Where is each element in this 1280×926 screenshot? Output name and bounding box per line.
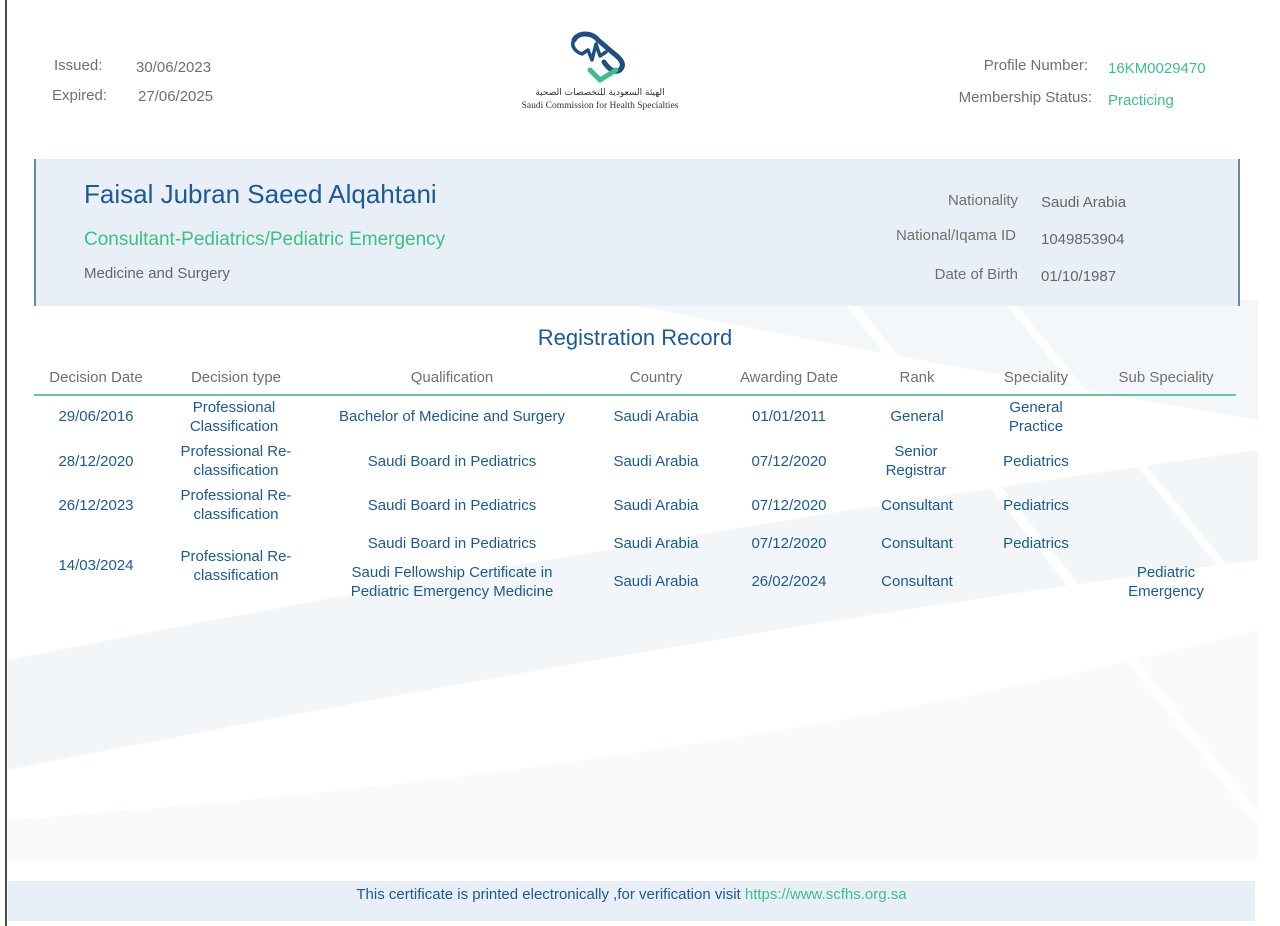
qualification-cell: Bachelor of Medicine and Surgery (339, 408, 565, 425)
registration-record-title: Registration Record (537, 325, 733, 350)
rank-cell: Consultant (881, 573, 953, 590)
rank-cell: Consultant (881, 535, 953, 552)
decision-type-cell: Professional Re-classification (180, 548, 292, 584)
sub-speciality-cell: Pediatric Emergency (1128, 564, 1204, 600)
decision-type-cell: Professional Re-classification (180, 443, 292, 479)
nationality-label: Nationality (947, 192, 1018, 209)
dob-value: 01/10/1987 (1041, 268, 1117, 285)
country-cell: Saudi Arabia (613, 497, 699, 514)
country-cell: Saudi Arabia (613, 453, 699, 470)
holder-field: Medicine and Surgery (84, 265, 230, 282)
page-left-border (5, 0, 7, 926)
country-cell: Saudi Arabia (613, 408, 699, 425)
awarding-date-cell: 26/02/2024 (751, 573, 827, 590)
nationality-value: Saudi Arabia (1041, 194, 1127, 211)
personal-info-panel (34, 159, 1240, 306)
membership-status-value: Practicing (1108, 92, 1174, 109)
qualification-cell: Saudi Board in Pediatrics (367, 535, 537, 552)
profile-number-label: Profile Number: (983, 57, 1088, 74)
issued-label: Issued: (54, 57, 103, 74)
profile-number-value: 16KM0029470 (1108, 60, 1206, 77)
qualification-cell: Saudi Board in Pediatrics (367, 497, 537, 514)
speciality-cell: General Practice (1008, 399, 1064, 435)
footer-band (8, 881, 1255, 921)
col-decision-date: Decision Date (49, 369, 143, 386)
decision-type-cell: Professional Re-classification (180, 487, 292, 523)
decision-date-cell: 14/03/2024 (58, 557, 134, 574)
record-table-header (34, 368, 1236, 396)
decision-date-cell: 26/12/2023 (58, 497, 134, 514)
scfhs-logo-icon (568, 30, 630, 84)
speciality-cell: Pediatrics (1003, 535, 1069, 552)
membership-status-label: Membership Status: (958, 89, 1092, 106)
awarding-date-cell: 07/12/2020 (751, 535, 827, 552)
footer-text-line (8, 886, 1255, 903)
expired-label: Expired: (52, 87, 108, 104)
scfhs-logo (490, 30, 710, 116)
expired-date: 27/06/2025 (138, 88, 214, 105)
logo-english-text: Saudi Commission for Health Specialties (521, 101, 679, 111)
qualification-cell: Saudi Board in Pediatrics (367, 453, 537, 470)
awarding-date-cell: 07/12/2020 (751, 453, 827, 470)
decision-date-cell: 28/12/2020 (58, 453, 134, 470)
rank-cell: Senior Registrar (885, 443, 947, 479)
national-id-label: National/Iqama ID (895, 227, 1016, 244)
footer-text: This certificate is printed electronically ,for verification visit (356, 886, 741, 903)
issued-date: 30/06/2023 (136, 59, 212, 76)
decision-type-cell: Professional Classification (189, 399, 279, 435)
logo-arabic-text: الهيئة السعودية للتخصصات الصحية (535, 88, 665, 98)
rank-cell: Consultant (881, 497, 953, 514)
col-sub-speciality: Sub Speciality (1118, 369, 1214, 386)
speciality-cell: Pediatrics (1003, 453, 1069, 470)
speciality-cell: Pediatrics (1003, 497, 1069, 514)
col-decision-type: Decision type (190, 369, 282, 386)
awarding-date-cell: 07/12/2020 (751, 497, 827, 514)
col-speciality: Speciality (1003, 369, 1069, 386)
qualification-cell: Saudi Fellowship Certificate in Pediatric Emergency Medicine (350, 564, 554, 600)
country-cell: Saudi Arabia (613, 573, 699, 590)
col-qualification: Qualification (410, 369, 494, 386)
col-awarding-date: Awarding Date (739, 369, 839, 386)
col-country: Country (629, 369, 683, 386)
col-rank: Rank (899, 369, 935, 386)
awarding-date-cell: 01/01/2011 (752, 408, 826, 425)
holder-title: Consultant-Pediatrics/Pediatric Emergency (84, 229, 446, 250)
dob-label: Date of Birth (934, 266, 1018, 283)
country-cell: Saudi Arabia (613, 535, 699, 552)
decision-date-cell: 29/06/2016 (58, 408, 134, 425)
holder-name: Faisal Jubran Saeed Alqahtani (84, 179, 437, 209)
rank-cell: General (890, 408, 944, 425)
verification-link[interactable]: https://www.scfhs.org.sa (744, 886, 907, 903)
national-id-value: 1049853904 (1041, 231, 1125, 248)
